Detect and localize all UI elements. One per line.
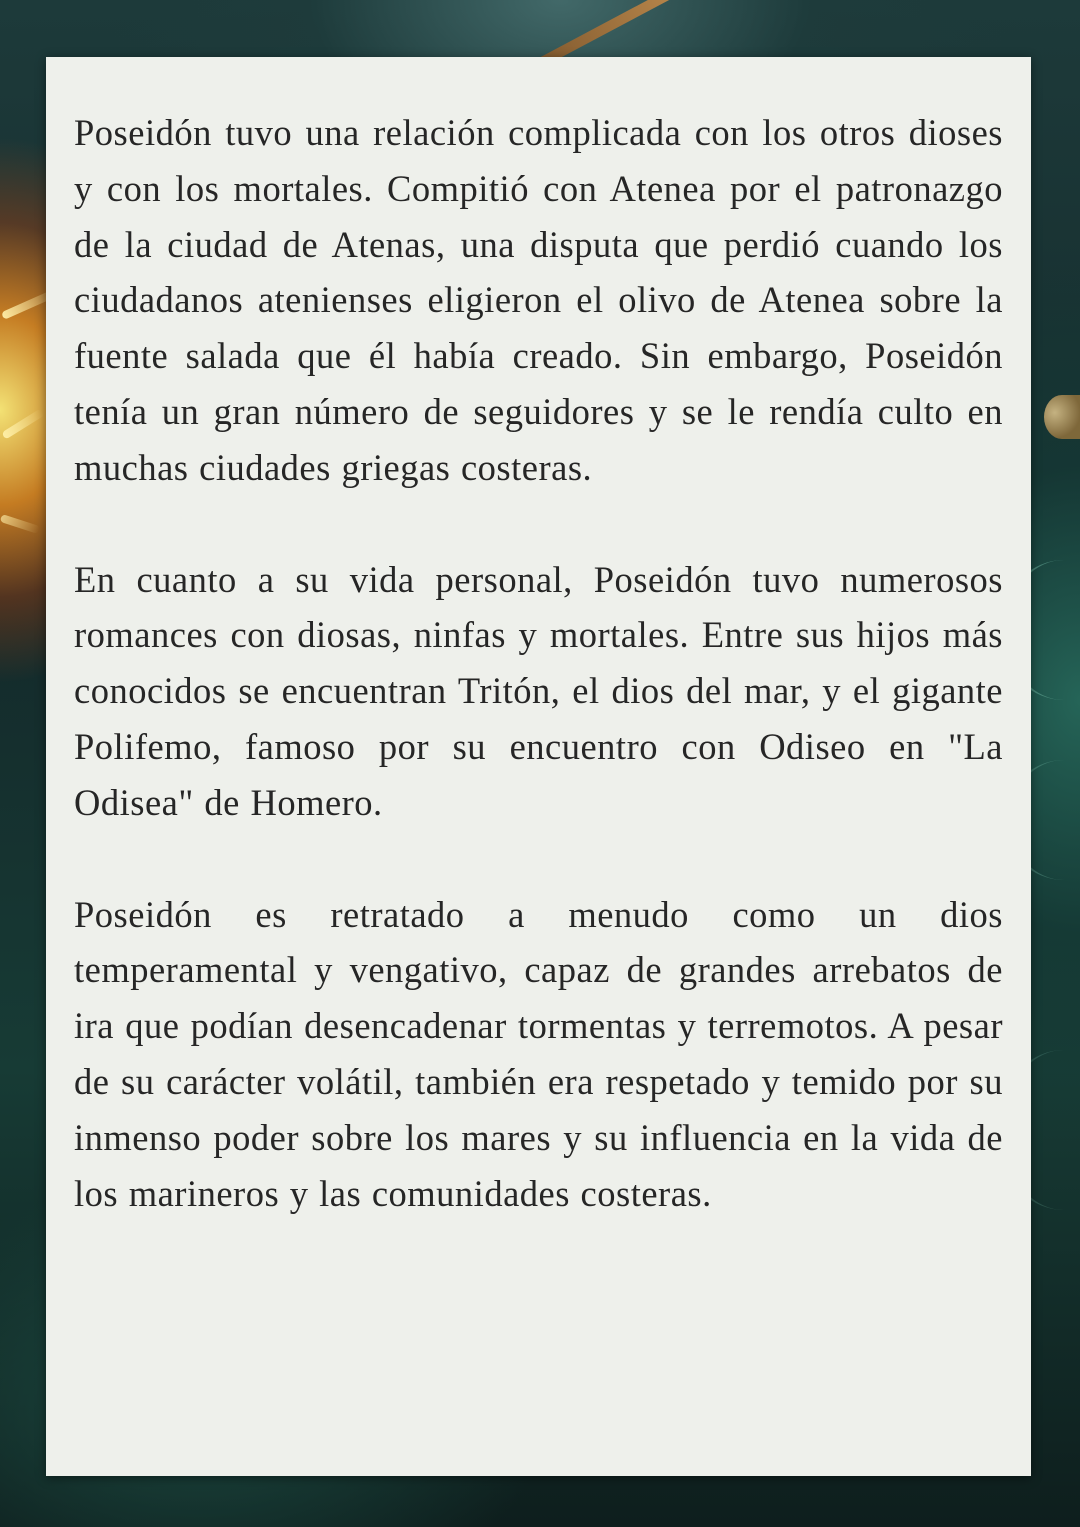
paragraph-personal-life: En cuanto a su vida personal, Poseidón tuvo numerosos romances con diosas, ninfas y mortales. Entre sus hijos más conocidos se encuentran Tritón, el dios del mar, y el gigante Polifemo, famoso por su encuentro con Odiseo en "La Odisea" de Homero. <box>74 558 1003 823</box>
armor-detail-image <box>1044 395 1080 439</box>
fire-streak-image <box>0 514 40 534</box>
document-body <box>74 105 1003 1221</box>
text-card <box>46 57 1031 1476</box>
fire-streak-image <box>1 408 44 439</box>
paragraph-rivalry: Poseidón tuvo una relación complicada con los otros dioses y con los mortales. Compitió con Atenea por el patronazgo de la ciudad de Atenas, una disputa que perdió cuando los ciudadanos atenienses eligieron el olivo de Atenea sobre la fuente salada que él había creado. Sin embargo, Poseidón tenía un gran número de seguidores y se le rendía culto en muchas ciudades griegas costeras. <box>74 112 1003 488</box>
paragraph-temperament: Poseidón es retratado a menudo como un dios temperamental y vengativo, capaz de grandes arrebatos de ira que podían desencadenar tormentas y terremotos. A pesar de su carácter volátil, también era respetado y temido por su inmenso poder sobre los mares y su influencia en la vida de los marineros y las comunidades costeras. <box>74 893 1003 1214</box>
